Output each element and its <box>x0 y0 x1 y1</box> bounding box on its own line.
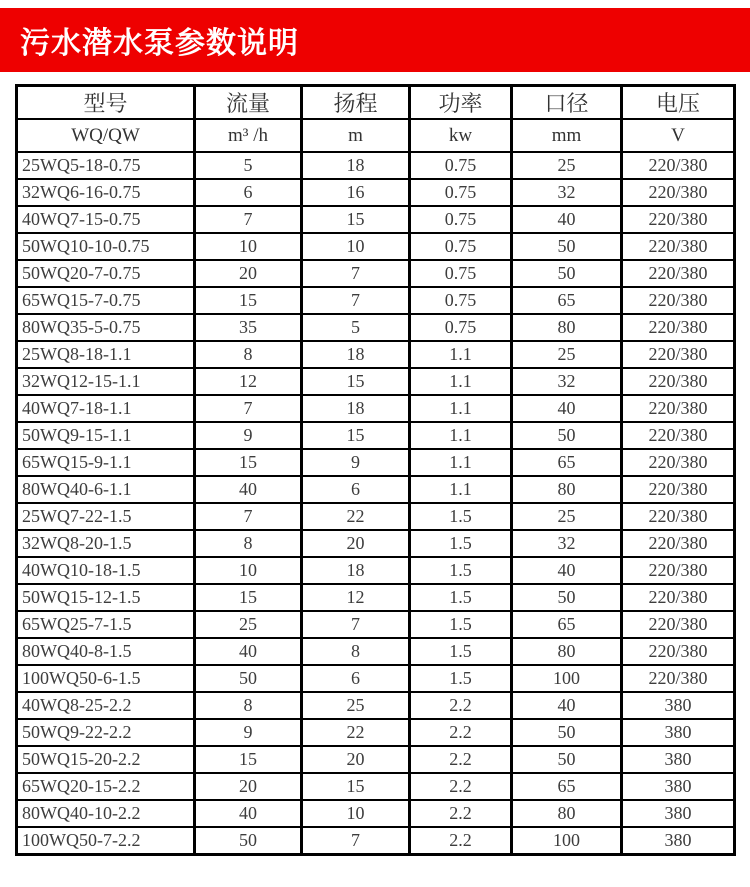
head-cell: 25 <box>302 692 410 719</box>
head-cell: 7 <box>302 611 410 638</box>
model-cell: 65WQ15-7-0.75 <box>17 287 195 314</box>
voltage-cell: 220/380 <box>622 422 735 449</box>
col-header-diameter: 口径 <box>512 86 622 120</box>
voltage-cell: 220/380 <box>622 233 735 260</box>
head-cell: 6 <box>302 476 410 503</box>
model-cell: 80WQ40-10-2.2 <box>17 800 195 827</box>
col-unit-flow: m³ /h <box>195 119 302 152</box>
power-cell: 1.5 <box>410 530 512 557</box>
model-cell: 100WQ50-6-1.5 <box>17 665 195 692</box>
voltage-cell: 380 <box>622 719 735 746</box>
table-row <box>17 179 735 206</box>
flow-cell: 35 <box>195 314 302 341</box>
flow-cell: 7 <box>195 395 302 422</box>
table-units-row <box>17 119 735 152</box>
table-row <box>17 395 735 422</box>
power-cell: 2.2 <box>410 719 512 746</box>
power-cell: 2.2 <box>410 692 512 719</box>
table-row <box>17 638 735 665</box>
diameter-cell: 80 <box>512 476 622 503</box>
flow-cell: 40 <box>195 476 302 503</box>
head-cell: 22 <box>302 719 410 746</box>
power-cell: 2.2 <box>410 800 512 827</box>
flow-cell: 8 <box>195 341 302 368</box>
pump-spec-table <box>15 84 736 856</box>
power-cell: 0.75 <box>410 233 512 260</box>
model-cell: 50WQ9-22-2.2 <box>17 719 195 746</box>
head-cell: 12 <box>302 584 410 611</box>
voltage-cell: 220/380 <box>622 368 735 395</box>
col-header-model: 型号 <box>17 86 195 120</box>
head-cell: 15 <box>302 422 410 449</box>
col-unit-diameter: mm <box>512 119 622 152</box>
diameter-cell: 32 <box>512 530 622 557</box>
head-cell: 8 <box>302 638 410 665</box>
voltage-cell: 380 <box>622 800 735 827</box>
power-cell: 0.75 <box>410 314 512 341</box>
model-cell: 65WQ15-9-1.1 <box>17 449 195 476</box>
power-cell: 1.1 <box>410 395 512 422</box>
flow-cell: 15 <box>195 746 302 773</box>
head-cell: 7 <box>302 260 410 287</box>
power-cell: 1.1 <box>410 449 512 476</box>
voltage-cell: 220/380 <box>622 179 735 206</box>
head-cell: 18 <box>302 395 410 422</box>
power-cell: 0.75 <box>410 287 512 314</box>
power-cell: 1.1 <box>410 476 512 503</box>
power-cell: 1.5 <box>410 503 512 530</box>
flow-cell: 12 <box>195 368 302 395</box>
table-row <box>17 449 735 476</box>
flow-cell: 9 <box>195 422 302 449</box>
table-row <box>17 719 735 746</box>
diameter-cell: 50 <box>512 260 622 287</box>
diameter-cell: 80 <box>512 638 622 665</box>
table-row <box>17 692 735 719</box>
model-cell: 40WQ8-25-2.2 <box>17 692 195 719</box>
voltage-cell: 220/380 <box>622 449 735 476</box>
table-row <box>17 557 735 584</box>
table-header-row <box>17 86 735 120</box>
diameter-cell: 80 <box>512 800 622 827</box>
diameter-cell: 40 <box>512 692 622 719</box>
diameter-cell: 65 <box>512 611 622 638</box>
diameter-cell: 100 <box>512 827 622 855</box>
flow-cell: 7 <box>195 206 302 233</box>
head-cell: 9 <box>302 449 410 476</box>
voltage-cell: 220/380 <box>622 206 735 233</box>
head-cell: 7 <box>302 827 410 855</box>
head-cell: 15 <box>302 206 410 233</box>
model-cell: 80WQ40-8-1.5 <box>17 638 195 665</box>
table-row <box>17 584 735 611</box>
col-unit-head: m <box>302 119 410 152</box>
flow-cell: 9 <box>195 719 302 746</box>
voltage-cell: 220/380 <box>622 530 735 557</box>
flow-cell: 6 <box>195 179 302 206</box>
model-cell: 50WQ15-20-2.2 <box>17 746 195 773</box>
table-row <box>17 665 735 692</box>
power-cell: 2.2 <box>410 773 512 800</box>
power-cell: 1.5 <box>410 665 512 692</box>
power-cell: 1.5 <box>410 584 512 611</box>
table-row <box>17 233 735 260</box>
voltage-cell: 220/380 <box>622 395 735 422</box>
voltage-cell: 220/380 <box>622 341 735 368</box>
model-cell: 50WQ10-10-0.75 <box>17 233 195 260</box>
voltage-cell: 220/380 <box>622 665 735 692</box>
power-cell: 1.1 <box>410 368 512 395</box>
flow-cell: 8 <box>195 692 302 719</box>
diameter-cell: 50 <box>512 746 622 773</box>
col-unit-voltage: V <box>622 119 735 152</box>
diameter-cell: 65 <box>512 287 622 314</box>
head-cell: 10 <box>302 233 410 260</box>
model-cell: 40WQ7-18-1.1 <box>17 395 195 422</box>
flow-cell: 15 <box>195 287 302 314</box>
head-cell: 18 <box>302 557 410 584</box>
flow-cell: 5 <box>195 152 302 179</box>
head-cell: 22 <box>302 503 410 530</box>
voltage-cell: 220/380 <box>622 260 735 287</box>
flow-cell: 25 <box>195 611 302 638</box>
model-cell: 50WQ20-7-0.75 <box>17 260 195 287</box>
head-cell: 16 <box>302 179 410 206</box>
flow-cell: 20 <box>195 773 302 800</box>
col-unit-model: WQ/QW <box>17 119 195 152</box>
diameter-cell: 80 <box>512 314 622 341</box>
power-cell: 0.75 <box>410 260 512 287</box>
model-cell: 32WQ8-20-1.5 <box>17 530 195 557</box>
voltage-cell: 380 <box>622 827 735 855</box>
flow-cell: 7 <box>195 503 302 530</box>
flow-cell: 15 <box>195 449 302 476</box>
table-row <box>17 827 735 855</box>
table-row <box>17 314 735 341</box>
power-cell: 0.75 <box>410 152 512 179</box>
power-cell: 2.2 <box>410 746 512 773</box>
head-cell: 20 <box>302 530 410 557</box>
voltage-cell: 220/380 <box>622 638 735 665</box>
head-cell: 7 <box>302 287 410 314</box>
model-cell: 25WQ8-18-1.1 <box>17 341 195 368</box>
voltage-cell: 220/380 <box>622 503 735 530</box>
voltage-cell: 380 <box>622 692 735 719</box>
model-cell: 50WQ9-15-1.1 <box>17 422 195 449</box>
head-cell: 15 <box>302 773 410 800</box>
voltage-cell: 380 <box>622 746 735 773</box>
model-cell: 32WQ12-15-1.1 <box>17 368 195 395</box>
col-header-voltage: 电压 <box>622 86 735 120</box>
table-row <box>17 746 735 773</box>
flow-cell: 8 <box>195 530 302 557</box>
head-cell: 6 <box>302 665 410 692</box>
diameter-cell: 50 <box>512 584 622 611</box>
model-cell: 25WQ7-22-1.5 <box>17 503 195 530</box>
col-header-head: 扬程 <box>302 86 410 120</box>
voltage-cell: 380 <box>622 773 735 800</box>
model-cell: 40WQ10-18-1.5 <box>17 557 195 584</box>
diameter-cell: 40 <box>512 557 622 584</box>
diameter-cell: 50 <box>512 422 622 449</box>
power-cell: 0.75 <box>410 179 512 206</box>
head-cell: 20 <box>302 746 410 773</box>
diameter-cell: 100 <box>512 665 622 692</box>
flow-cell: 50 <box>195 827 302 855</box>
diameter-cell: 32 <box>512 368 622 395</box>
table-row <box>17 260 735 287</box>
table-row <box>17 368 735 395</box>
table-row <box>17 476 735 503</box>
table-row <box>17 800 735 827</box>
table-row <box>17 503 735 530</box>
power-cell: 0.75 <box>410 206 512 233</box>
model-cell: 80WQ40-6-1.1 <box>17 476 195 503</box>
table-row <box>17 611 735 638</box>
flow-cell: 40 <box>195 800 302 827</box>
col-header-power: 功率 <box>410 86 512 120</box>
table-row <box>17 287 735 314</box>
power-cell: 1.5 <box>410 611 512 638</box>
page-title: 污水潜水泵参数说明 <box>20 27 299 60</box>
diameter-cell: 40 <box>512 206 622 233</box>
col-unit-power: kw <box>410 119 512 152</box>
power-cell: 1.1 <box>410 341 512 368</box>
model-cell: 65WQ20-15-2.2 <box>17 773 195 800</box>
diameter-cell: 25 <box>512 341 622 368</box>
diameter-cell: 50 <box>512 719 622 746</box>
flow-cell: 50 <box>195 665 302 692</box>
col-header-flow: 流量 <box>195 86 302 120</box>
flow-cell: 10 <box>195 557 302 584</box>
page-header <box>0 8 750 72</box>
diameter-cell: 65 <box>512 773 622 800</box>
flow-cell: 10 <box>195 233 302 260</box>
voltage-cell: 220/380 <box>622 476 735 503</box>
power-cell: 1.5 <box>410 557 512 584</box>
voltage-cell: 220/380 <box>622 152 735 179</box>
voltage-cell: 220/380 <box>622 584 735 611</box>
diameter-cell: 40 <box>512 395 622 422</box>
flow-cell: 15 <box>195 584 302 611</box>
head-cell: 18 <box>302 152 410 179</box>
model-cell: 25WQ5-18-0.75 <box>17 152 195 179</box>
model-cell: 100WQ50-7-2.2 <box>17 827 195 855</box>
voltage-cell: 220/380 <box>622 314 735 341</box>
table-row <box>17 422 735 449</box>
diameter-cell: 32 <box>512 179 622 206</box>
head-cell: 18 <box>302 341 410 368</box>
table-row <box>17 152 735 179</box>
model-cell: 65WQ25-7-1.5 <box>17 611 195 638</box>
model-cell: 32WQ6-16-0.75 <box>17 179 195 206</box>
head-cell: 15 <box>302 368 410 395</box>
table-row <box>17 341 735 368</box>
spec-table-container <box>15 84 735 856</box>
table-row <box>17 530 735 557</box>
diameter-cell: 65 <box>512 449 622 476</box>
head-cell: 5 <box>302 314 410 341</box>
model-cell: 50WQ15-12-1.5 <box>17 584 195 611</box>
diameter-cell: 50 <box>512 233 622 260</box>
voltage-cell: 220/380 <box>622 611 735 638</box>
flow-cell: 40 <box>195 638 302 665</box>
diameter-cell: 25 <box>512 503 622 530</box>
model-cell: 40WQ7-15-0.75 <box>17 206 195 233</box>
table-row <box>17 206 735 233</box>
head-cell: 10 <box>302 800 410 827</box>
model-cell: 80WQ35-5-0.75 <box>17 314 195 341</box>
table-row <box>17 773 735 800</box>
power-cell: 1.1 <box>410 422 512 449</box>
diameter-cell: 25 <box>512 152 622 179</box>
power-cell: 2.2 <box>410 827 512 855</box>
power-cell: 1.5 <box>410 638 512 665</box>
voltage-cell: 220/380 <box>622 287 735 314</box>
flow-cell: 20 <box>195 260 302 287</box>
table-body <box>17 152 735 855</box>
voltage-cell: 220/380 <box>622 557 735 584</box>
